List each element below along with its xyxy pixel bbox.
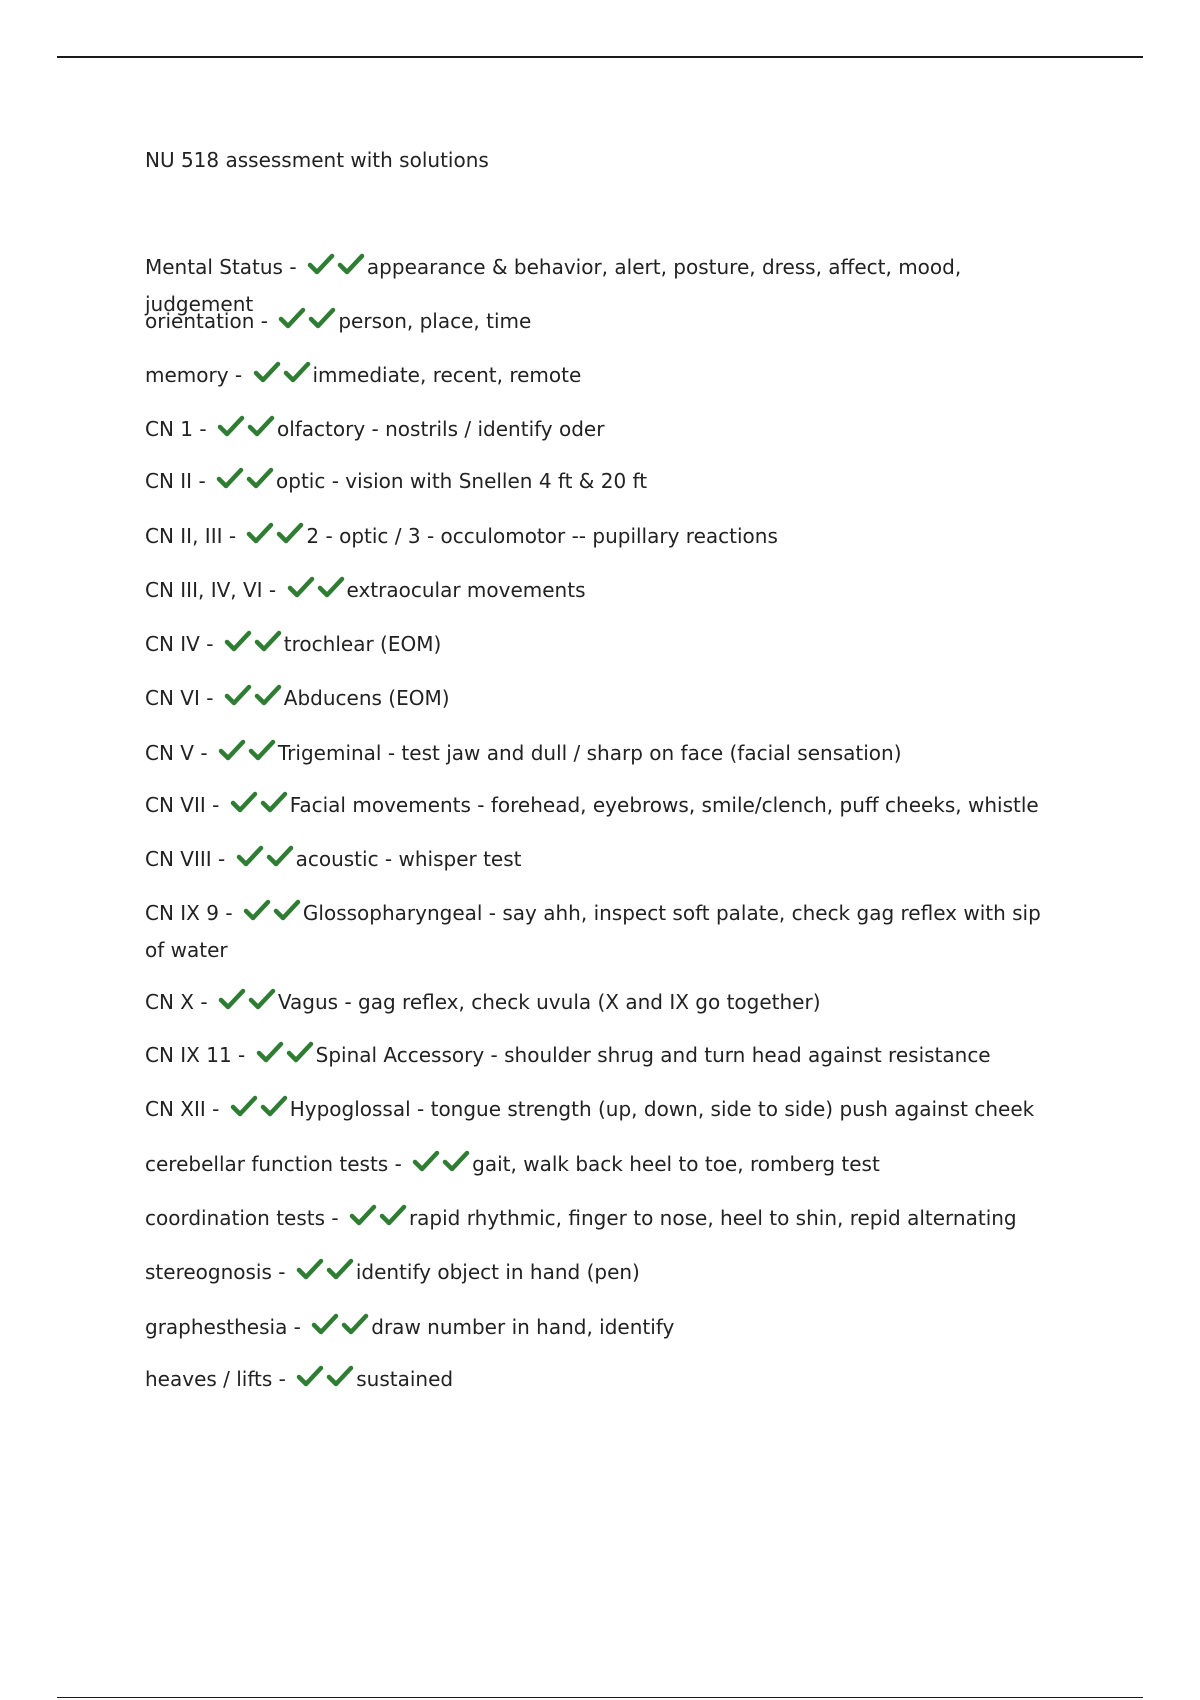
qa-answer: Spinal Accessory - shoulder shrug and turn head against resistance — [315, 1043, 991, 1067]
double-check-icon — [230, 791, 288, 825]
footer-rule — [57, 1697, 1143, 1698]
qa-term: CN II, III - — [145, 524, 243, 548]
qa-item — [145, 788, 1065, 825]
qa-answer: appearance & behavior, alert, posture, dress, affect, mood, judgement — [145, 255, 962, 316]
qa-item — [145, 304, 1065, 341]
double-check-icon — [224, 684, 282, 718]
qa-term: stereognosis - — [145, 1260, 292, 1284]
qa-term: CN III, IV, VI - — [145, 578, 283, 602]
qa-term: Mental Status - — [145, 255, 303, 279]
qa-item — [145, 1255, 1065, 1292]
qa-answer: Hypoglossal - tongue strength (up, down, side to side) push against cheek — [289, 1097, 1035, 1121]
qa-answer: draw number in hand, identify — [371, 1315, 675, 1339]
qa-item — [145, 896, 1065, 967]
qa-answer: Glossopharyngeal - say ahh, inspect soft palate, check gag reflex with sip of water — [145, 901, 1041, 962]
qa-item — [145, 573, 1065, 610]
double-check-icon — [311, 1313, 369, 1347]
double-check-icon — [243, 899, 301, 933]
qa-item — [145, 985, 1065, 1022]
qa-term: coordination tests - — [145, 1206, 345, 1230]
qa-item — [145, 1310, 1065, 1347]
double-check-icon — [278, 307, 336, 341]
qa-term: CN XII - — [145, 1097, 226, 1121]
qa-answer: 2 - optic / 3 - occulomotor -- pupillary reactions — [306, 524, 778, 548]
qa-item — [145, 358, 1065, 395]
qa-item — [145, 1147, 1065, 1184]
qa-term: CN VI - — [145, 686, 220, 710]
qa-answer: rapid rhythmic, finger to nose, heel to shin, repid alternating — [408, 1206, 1017, 1230]
qa-item — [145, 1038, 1065, 1075]
qa-answer: Facial movements - forehead, eyebrows, smile/clench, puff cheeks, whistle — [289, 793, 1039, 817]
qa-term: CN IX 9 - — [145, 901, 239, 925]
qa-item — [145, 464, 1065, 501]
qa-item — [145, 842, 1065, 879]
qa-answer: person, place, time — [338, 309, 532, 333]
qa-term: CN X - — [145, 990, 214, 1014]
qa-term: graphesthesia - — [145, 1315, 308, 1339]
double-check-icon — [224, 630, 282, 664]
document-title: NU 518 assessment with solutions — [145, 148, 489, 172]
double-check-icon — [296, 1365, 354, 1399]
qa-term: CN IX 11 - — [145, 1043, 252, 1067]
qa-answer: Abducens (EOM) — [283, 686, 450, 710]
qa-answer: immediate, recent, remote — [312, 363, 582, 387]
double-check-icon — [296, 1258, 354, 1292]
qa-answer: Vagus - gag reflex, check uvula (X and IX go together) — [277, 990, 821, 1014]
double-check-icon — [230, 1095, 288, 1129]
qa-term: CN IV - — [145, 632, 220, 656]
qa-answer: extraocular movements — [346, 578, 586, 602]
double-check-icon — [216, 467, 274, 501]
double-check-icon — [236, 845, 294, 879]
double-check-icon — [218, 739, 276, 773]
qa-answer: sustained — [356, 1367, 454, 1391]
double-check-icon — [217, 415, 275, 449]
double-check-icon — [349, 1204, 407, 1238]
double-check-icon — [412, 1150, 470, 1184]
qa-term: CN 1 - — [145, 417, 213, 441]
qa-item — [145, 627, 1065, 664]
qa-answer: optic - vision with Snellen 4 ft & 20 ft — [276, 469, 648, 493]
qa-answer: trochlear (EOM) — [283, 632, 442, 656]
qa-answer: identify object in hand (pen) — [355, 1260, 640, 1284]
double-check-icon — [307, 253, 365, 287]
qa-term: CN VII - — [145, 793, 226, 817]
qa-item — [145, 519, 1065, 556]
qa-answer: acoustic - whisper test — [295, 847, 522, 871]
qa-term: heaves / lifts - — [145, 1367, 293, 1391]
double-check-icon — [246, 522, 304, 556]
qa-item — [145, 1092, 1065, 1129]
qa-term: CN VIII - — [145, 847, 232, 871]
header-rule — [57, 56, 1143, 58]
qa-item — [145, 736, 1065, 773]
double-check-icon — [287, 576, 345, 610]
qa-item — [145, 1201, 1065, 1238]
qa-item — [145, 681, 1065, 718]
qa-term: CN V - — [145, 741, 214, 765]
double-check-icon — [256, 1041, 314, 1075]
qa-item — [145, 412, 1065, 449]
double-check-icon — [253, 361, 311, 395]
qa-term: CN II - — [145, 469, 213, 493]
qa-term: orientation - — [145, 309, 275, 333]
qa-answer: Trigeminal - test jaw and dull / sharp on face (facial sensation) — [277, 741, 902, 765]
qa-term: memory - — [145, 363, 249, 387]
qa-answer: gait, walk back heel to toe, romberg test — [472, 1152, 880, 1176]
double-check-icon — [218, 988, 276, 1022]
qa-term: cerebellar function tests - — [145, 1152, 409, 1176]
qa-answer: olfactory - nostrils / identify oder — [276, 417, 605, 441]
qa-item — [145, 1362, 1065, 1399]
